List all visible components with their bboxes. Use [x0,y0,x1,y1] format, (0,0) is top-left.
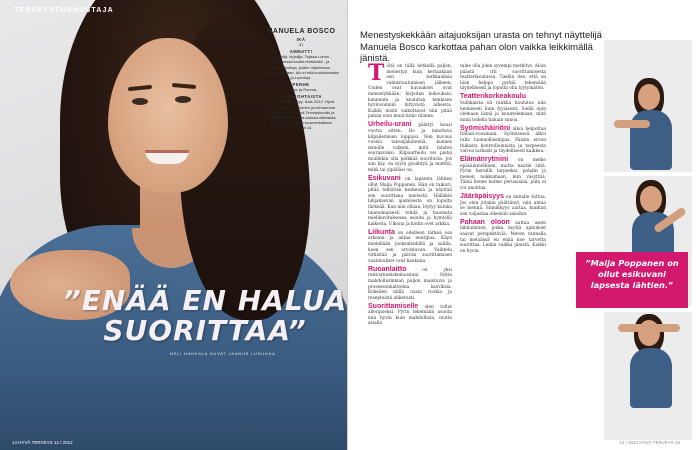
paragraph-text: on minulle tuttua. Jos olen jotakin päättänyt, niin antaa se mennä. Sinnikkyys auttaa, kunhan sen valjastaa oikeisiin asioihin. [460,195,546,217]
photo-face [638,84,660,110]
text-column-2 [460,64,546,257]
paragraph [368,60,452,120]
paragraph-lead: Jääräpäisyys [460,193,504,201]
photo-arm [614,120,650,128]
paragraph-text: Suihkaista oli rankka koulutus niin henkisesti kuin fyysisesti. Siellä opin olemaan läsnä ja kuuntelemaan, mitä minä todella haluan sanoa. [460,100,546,123]
paragraph [368,230,452,265]
side-photo-3 [604,312,692,440]
paragraph [460,220,546,255]
paragraph-text: tulee olla jokin syvempi merkitys. Aloin päästä irti suorittamisesta teatterikoulussa. Tiedän itse, että on liian helppo pyrkiä tekemään täydellisesti ja lopulta olla tyytymätön. [460,64,546,92]
article-text-page [348,0,696,450]
paragraph-text: päättyi kuusi vuotta sitten. Ho ja innoltava kilpailemisen loppuisi. Tein kuvaus vuosia tanssijakäteenä, kunnes minulle valkeni, mitä tahdon seuraavaksi. Kilpaurheilu vei paitsi muillekin olla pelkkää suoritusta. Jos siin käy, on syytä pysähtyä ja miettiä, mikä tai ylpälläsi on. [368,123,452,174]
infobox-text: Näyttelijä, kirjailija. Tajissa Lumin -yrityksessä kautta tehtävistä - ja energiahoitoja, joiden ohjelmissa, Juokseluskuvaan. Alo ei edä kouluttamaksi ja Luentoja. [262,54,340,81]
paragraph [460,194,546,217]
section-label: TERVEYSTUNNUSTAJA [14,7,114,14]
paragraph-text: olen tullut allergiseksi. Pyrin tekemään asioita niin hyvin kuin mahdollista, mutta asialla [368,304,452,327]
paragraph-text: alkoi helpottaa Italian-vuosinani. Syömisessä alkoi tulla luonnollisempaa. Pääsin eroon tiukasta kontrolloinnista ja tarpeesta valvoa tarkasti ja täydellisesti kaikkea. [460,126,546,155]
infobox-text: Murtovomaksi Yöyy, Ikuis 2012. Hyvä tervey - tahden vanomen ja kehuamme. Oivallusten kehittävä Terveyskonttu ja Nämäpatu Metsuketta kanssa elämasta-kosmos kuvamaan suomenkattava 21.10.kla 14. [265,99,337,131]
paragraph-lead: Liikunta [368,228,395,236]
paragraph-lead: Suorittamiselle [368,302,419,310]
paragraph-text: on lapsesta lähtien ollut Maija Poppanen. Hän on taikuri, pitää tehtävän keskeisiä ja näyttää sen suorittanu mielestä. Hälläkin lahjakasvan ajamisesta on lopulta tärkeää. Kun niin ollaan, löytyy kuinka taianomaisesti tehdä ja huomata mielikuvituksessa asioita ja hymyillä kaikesta. Ulkona ja kodin ovet arkkia. [368,177,452,227]
paragraph-lead: Elämänrytmini [460,156,509,164]
text-column-1 [368,60,453,329]
paragraph-lead: Urheilu-urani [368,121,412,129]
drop-cap: T [368,60,385,86]
paragraph-lead: Esikuvani [368,175,401,183]
infobox-text: 31 [298,42,304,47]
infobox-heading: AJANKOHTAISTA [280,94,322,100]
pull-quote: ”Maija Poppanen on ollut esikuvani lapsesta lähtien.” [576,252,688,308]
infobox-heading: PERHE [292,82,310,88]
paragraph [460,157,546,192]
paragraph-text: öitä on tällä hetkellä paljon, menestyä kuin kertaakaan sen terkkauksia valmistautumisen jälkeen. Uuden ovat kuvaukset ovat menestykkään, kirjoitan kokouksia, kannenin ja koulutan henkisen hyvinvoinnin liittyvistä aiheista. Kaikki niistä vaikuttavat niin pitää pahan olon muut koko tilanne. [368,64,452,120]
profile-name: MANUELA BOSCO [266,28,336,35]
page-folio: 12 / 2012 HYVÄ TERVEYS 15 [619,440,680,445]
photo-body [630,110,672,170]
infobox-heading: IKÄ [296,37,306,42]
paragraph [460,94,546,123]
photo-face [108,38,228,193]
paragraph [368,267,452,302]
paragraph-text: auttaa usein liikkuminen, jonka myötä ajatukset saavat perspektiiviä. Meren rannalla tai metsässä en enää koe tarvetta suorittaa. Leikin vaikka jänistä. Kaikki on hyvin. [460,220,546,254]
paragraph-text: on edelleen tärkeä osa arkeani ja antaa energiaa. Käyn mielellään juoksulenkillä ja salilla, koen sen arvostavan. Vaihtelu virkistää ja päivän suorittamisen vaatimukset ovat kaukana. [368,230,453,264]
photo-face [640,186,662,212]
photo-arm [644,324,680,332]
page-folio: 14 HYVÄ TERVEYS 12 / 2012 [12,440,73,445]
photo-eye [175,96,191,103]
paragraph-text: on melko epäsäännöllinen, mutta nautin siitä. Pyrin hereillä tarpeeksi, pohdin ja menen nukkumaan, kun väsyttää. Tämä lienee kolme perusasiaa, joita ei voi unohtaa. [460,158,546,192]
photo-credit: NELI HAHKALA KUVAT JAANUS LUSUHAA [170,351,276,356]
paragraph [460,126,546,155]
side-photo-1 [604,40,692,172]
photo-body [630,348,672,408]
paragraph [460,64,546,92]
paragraph-lead: Syömishäiriöni [460,124,511,132]
paragraph [368,304,452,327]
infobox-heading: AMMATTI [289,49,313,55]
article-headline: ”ENÄÄ EN HALUA SUORITTAA” [62,284,348,347]
paragraph [368,122,452,173]
paragraph-lead: Teatterikorkeakoulu [460,93,527,101]
paragraph-lead: Ruoanlaitto [368,265,407,273]
article-lede: Menestyskekkään aitajuoksijan urasta on tehnyt näyttelijä Manuela Bosco karkottaa pahan olon vaikka leikkimällä jänistä. [360,30,602,64]
paragraph-text: on yksi rentoutumiskeinoistani. Sykin mahdollisimman paljon maistuvia ja prosessoimattomia kasviksia. Kokeilen niillä uusia ruokia ja resepteistä ahkerasti. [368,267,452,301]
photo-eye [132,98,148,105]
paragraph-lead: Pahaan oloon [460,218,510,226]
paragraph [368,176,452,227]
profile-infobox [262,28,340,131]
infobox-text: Puoliso ja Rooma. [284,87,318,93]
